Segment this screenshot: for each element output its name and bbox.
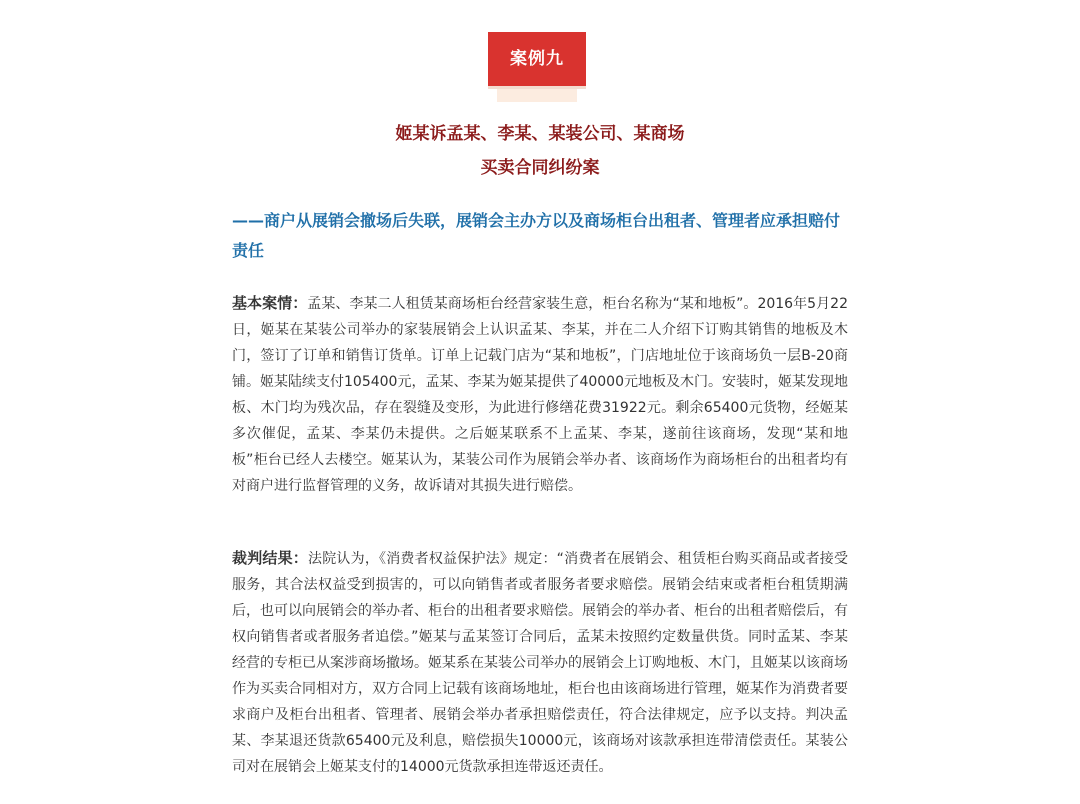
judgment-paragraph <box>232 545 848 780</box>
case-title-line-1: 姬某诉孟某、李某、某装公司、某商场 <box>395 124 685 144</box>
case-badge <box>488 32 586 104</box>
basic-facts-body: 孟某、李某二人租赁某商场柜台经营家装生意，柜台名称为“某和地板”。2016年5月22日，姬某在某装公司举办的家装展销会上认识孟某、李某，并在二人介绍下订购其销售的地板及木门，签订了订单和销售订货单。订单上记载门店为“某和地板”，门店地址位于该商场负一层B-20商铺。姬某陆续支付105400元，孟某、李某为姬某提供了40000元地板及木门。安装时，姬某发现地板、木门均为残次品，存在裂缝及变形，为此进行修缮花费31922元。剩余65400元货物，经姬某多次催促，孟某、李某仍未提供。之后姬某联系不上孟某、李某，遂前往该商场，发现“某和地板”柜台已经人去楼空。姬某认为，某装公司作为展销会举办者、该商场作为商场柜台的出租者均有对商户进行监督管理的义务，故诉请对其损失进行赔偿。 <box>232 296 848 494</box>
judgment-heading: 裁判结果： <box>232 549 309 567</box>
basic-facts-heading: 基本案情： <box>232 294 308 312</box>
badge-shadow <box>497 84 577 102</box>
case-title-line-2: 买卖合同纠纷案 <box>480 158 600 178</box>
case-number-label: 案例九 <box>488 32 586 86</box>
case-subtitle: ——商户从展销会撤场后失联，展销会主办方以及商场柜台出租者、管理者应承担赔付责任 <box>232 211 841 260</box>
judgment-body: 法院认为，《消费者权益保护法》规定：“消费者在展销会、租赁柜台购买商品或者接受服务，其合法权益受到损害的，可以向销售者或者服务者要求赔偿。展销会结束或者柜台租赁期满后，也可以向展销会的举办者、柜台的出租者要求赔偿。展销会的举办者、柜台的出租者赔偿后，有权向销售者或者服务者追偿。”姬某与孟某签订合同后，孟某未按照约定数量供货。同时孟某、李某经营的专柜已从案涉商场撤场。姬某系在某装公司举办的展销会上订购地板、木门，且姬某以该商场作为买卖合同相对方，双方合同上记载有该商场地址，柜台也由该商场进行管理，姬某作为消费者要求商户及柜台出租者、管理者、展销会举办者承担赔偿责任，符合法律规定，应予以支持。判决孟某、李某退还货款65400元及利息，赔偿损失10000元，该商场对该款承担连带清偿责任。某装公司对在展销会上姬某支付的14000元货款承担连带返还责任。 <box>232 551 848 775</box>
basic-facts-paragraph <box>232 290 848 499</box>
